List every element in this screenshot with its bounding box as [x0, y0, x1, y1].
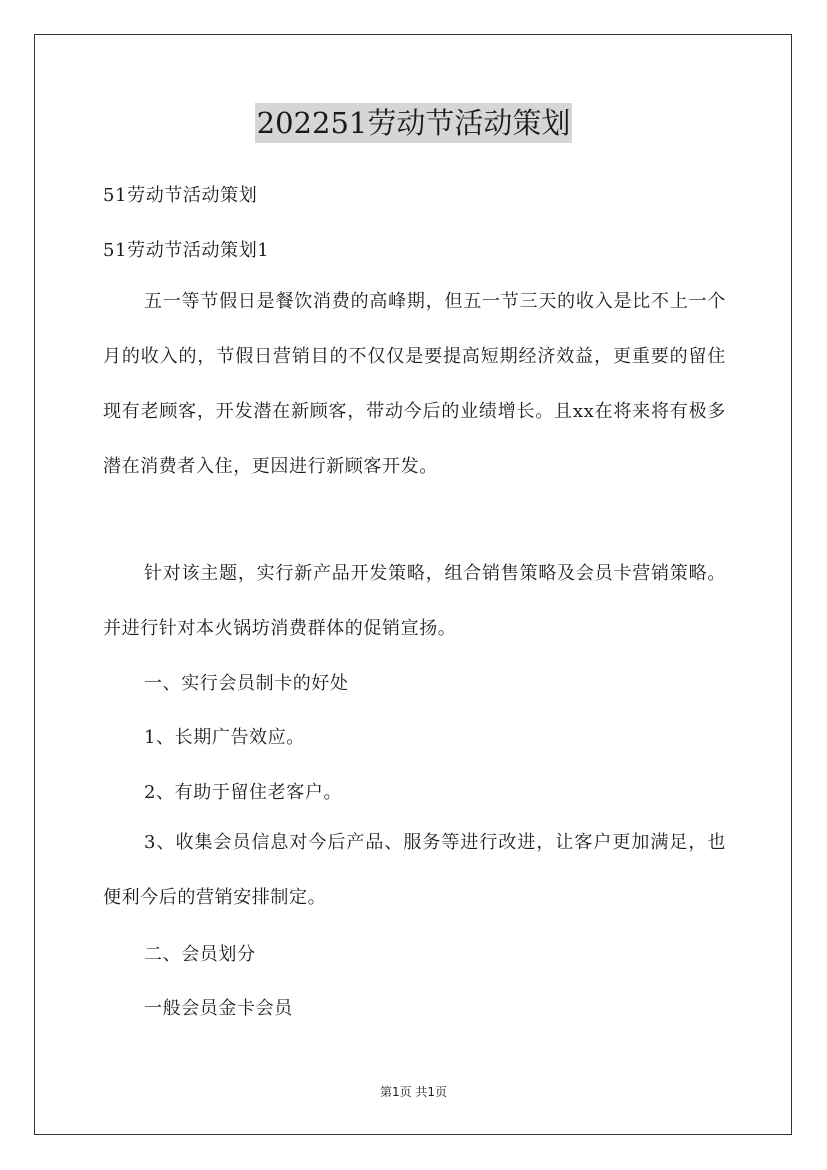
title-text: 202251劳动节活动策划: [255, 103, 573, 143]
paragraph-2: 针对该主题，实行新产品开发策略，组合销售策略及会员卡营销策略。并进行针对本火锅坊消费群体的促销宣扬。: [103, 563, 726, 639]
subtitle: 51劳动节活动策划: [103, 185, 258, 206]
item-heading-1: 一、实行会员制卡的好处: [144, 673, 349, 694]
list-item-2: 2、有助于留住老客户。: [144, 782, 343, 803]
list-item-1: 1、长期广告效应。: [144, 727, 305, 748]
list-item-3: 3、收集会员信息对今后产品、服务等进行改进，让客户更加满足，也便利今后的营销安排制定。: [103, 832, 726, 908]
item-heading-2: 二、会员划分: [144, 944, 256, 965]
document-title: [0, 103, 827, 143]
member-types: 一般会员金卡会员: [144, 998, 293, 1019]
page-footer: 第1页 共1页: [379, 1085, 448, 1099]
section-heading: 51劳动节活动策划1: [103, 240, 270, 261]
paragraph-1: 五一等节假日是餐饮消费的高峰期，但五一节三天的收入是比不上一个月的收入的，节假日营销目的不仅仅是要提高短期经济效益，更重要的留住现有老顾客，开发潜在新顾客，带动今后的业绩增长。且xx在将来将有极多潜在消费者入住，更因进行新顾客开发。: [103, 291, 726, 477]
